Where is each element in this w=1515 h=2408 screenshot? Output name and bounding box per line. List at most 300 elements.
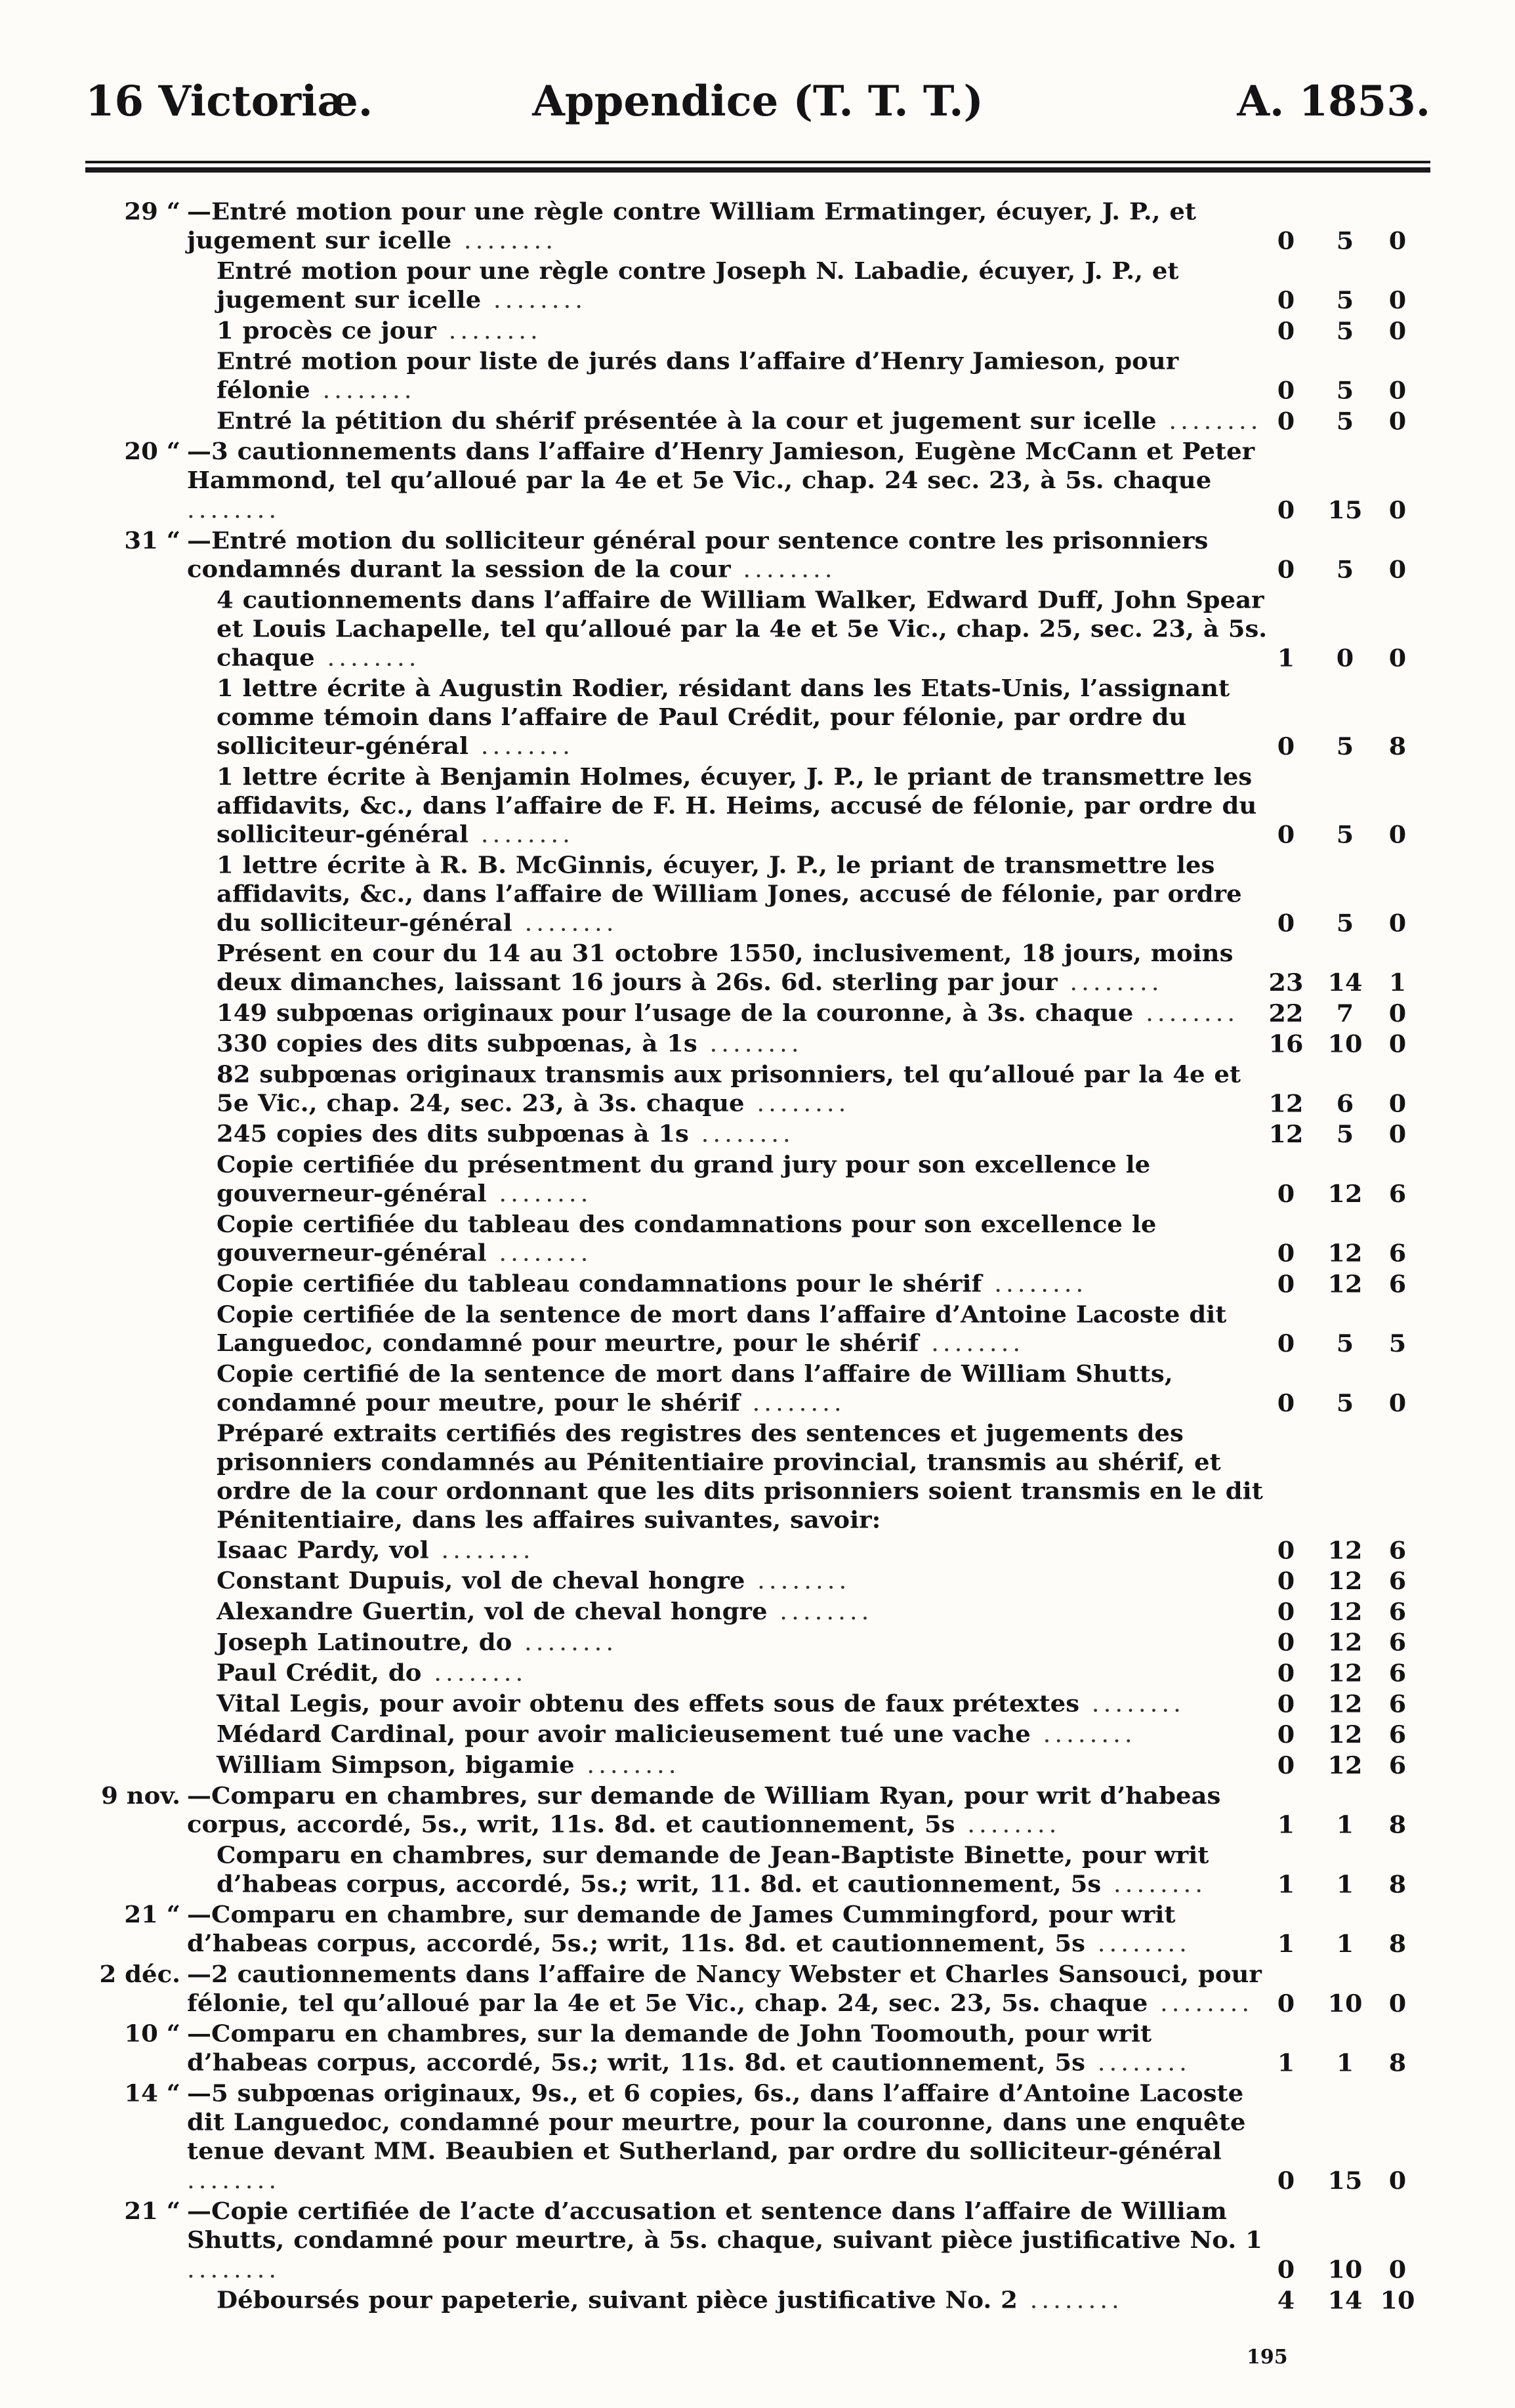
ledger-entry bbox=[0, 1597, 1476, 1627]
ledger-entry bbox=[0, 1781, 1476, 1839]
amount-shillings: 5 bbox=[1336, 908, 1354, 937]
ledger-entry bbox=[0, 346, 1476, 405]
amount-pounds: 0 bbox=[1277, 1239, 1295, 1268]
entry-text: Joseph Latinoutre, do bbox=[217, 1628, 512, 1656]
ledger-entry bbox=[0, 197, 1476, 255]
dot-leader: ........ bbox=[451, 226, 558, 254]
entry-text: Copie certifiée du tableau condamnations pour le shérif bbox=[217, 1270, 982, 1298]
entry-text: Copie certifiée du présentment du grand jury pour son excellence le gouverneur-général bbox=[217, 1150, 1151, 1207]
entry-date: 14 “ bbox=[124, 2079, 180, 2107]
amount-pence: 0 bbox=[1388, 406, 1407, 435]
header-left: 16 Victoriæ. bbox=[85, 77, 373, 126]
dot-leader: ........ bbox=[314, 644, 421, 671]
amount-pounds: 0 bbox=[1277, 1388, 1295, 1417]
dot-leader: ........ bbox=[767, 1598, 873, 1625]
entry-date: 9 nov. bbox=[101, 1781, 180, 1810]
dot-leader: ........ bbox=[512, 1629, 618, 1656]
entry-text: 330 copies des dits subpœnas, à 1s bbox=[217, 1029, 697, 1058]
entry-text: Vital Legis, pour avoir obtenu des effets sous de faux prétextes bbox=[217, 1689, 1080, 1717]
amount-pence: 0 bbox=[1388, 555, 1407, 584]
amount-pence: 6 bbox=[1388, 1689, 1407, 1718]
entry-description bbox=[187, 2019, 1276, 2077]
amount-shillings: 5 bbox=[1336, 285, 1354, 314]
amount-shillings: 12 bbox=[1327, 1535, 1363, 1564]
amount-pence: 6 bbox=[1388, 1659, 1407, 1688]
amount-pounds: 0 bbox=[1277, 732, 1295, 760]
amount-pence: 0 bbox=[1388, 643, 1407, 672]
entry-date: 21 “ bbox=[124, 1900, 180, 1928]
ledger-entry bbox=[0, 1360, 1476, 1418]
dot-leader: ........ bbox=[486, 1239, 592, 1267]
ledger-entry bbox=[0, 2197, 1476, 2285]
entry-date: 29 “ bbox=[124, 197, 180, 225]
entry-description bbox=[217, 1209, 1276, 1268]
entry-description bbox=[217, 1627, 1276, 1657]
ledger-entry bbox=[0, 1840, 1476, 1899]
entry-amount bbox=[1253, 968, 1450, 997]
amount-pounds: 0 bbox=[1277, 376, 1295, 405]
amount-shillings: 12 bbox=[1327, 1270, 1363, 1298]
entry-text: —Comparu en chambres, sur demande de William Ryan, pour writ d’habeas corpus, accordé, 5s., writ, 11s. 8d. et cautionnement, 5s bbox=[187, 1781, 1221, 1838]
entry-description bbox=[187, 437, 1276, 525]
entry-amount bbox=[1253, 2167, 1450, 2195]
entry-amount bbox=[1253, 644, 1450, 673]
ledger-entry bbox=[0, 1751, 1476, 1780]
dot-leader: ........ bbox=[745, 1567, 851, 1594]
entry-text: Isaac Pardy, vol bbox=[217, 1535, 429, 1564]
amount-pounds: 12 bbox=[1268, 1089, 1304, 1117]
entry-amount bbox=[1253, 1536, 1450, 1565]
dot-leader: ........ bbox=[1156, 407, 1262, 434]
amount-pence: 8 bbox=[1388, 1870, 1407, 1898]
dot-leader: ........ bbox=[436, 317, 542, 344]
ledger-entry bbox=[0, 316, 1476, 345]
entry-text: —Comparu en chambres, sur la demande de John Toomouth, pour writ d’habeas corpus, accordé, 5s.; writ, 11s. 8d. et cautionnement, 5s bbox=[187, 2020, 1152, 2077]
ledger-entry bbox=[0, 437, 1476, 525]
entry-amount bbox=[1253, 2286, 1450, 2315]
amount-pence: 6 bbox=[1388, 1535, 1407, 1564]
dot-leader: ........ bbox=[1017, 2287, 1123, 2314]
entry-text: Médard Cardinal, pour avoir malicieusement tué une vache bbox=[217, 1720, 1031, 1748]
entry-amount bbox=[1253, 2255, 1450, 2284]
amount-pence: 0 bbox=[1388, 1119, 1407, 1148]
ledger-entry bbox=[0, 1566, 1476, 1596]
entry-amount bbox=[1253, 1989, 1450, 2018]
ledger-entry bbox=[0, 1209, 1476, 1268]
amount-shillings: 1 bbox=[1336, 2048, 1354, 2077]
entry-amount bbox=[1253, 1329, 1450, 1358]
entry-description bbox=[187, 2197, 1276, 2285]
entry-text: 1 lettre écrite à Augustin Rodier, résidant dans les Etats-Unis, l’assignant comme témoin dans l’affaire de Paul Crédit, pour félonie, par ordre du solliciteur-général bbox=[217, 674, 1230, 760]
dot-leader: ........ bbox=[187, 496, 281, 524]
entry-text: —3 cautionnements dans l’affaire d’Henry Jamieson, Eugène McCann et Peter Hammond, tel qu’alloué par la 4e et 5e Vic., chap. 24 sec. 23, à 5s. chaque bbox=[187, 437, 1255, 494]
entry-amount bbox=[1253, 286, 1450, 315]
amount-pence: 6 bbox=[1388, 1597, 1407, 1626]
amount-pence: 1 bbox=[1388, 968, 1407, 997]
entry-description bbox=[187, 1781, 1276, 1839]
amount-shillings: 10 bbox=[1327, 1989, 1363, 2018]
amount-shillings: 5 bbox=[1336, 406, 1354, 435]
entry-description bbox=[217, 1150, 1276, 1209]
entry-description bbox=[217, 1119, 1276, 1149]
amount-pence: 0 bbox=[1388, 226, 1407, 255]
amount-pence: 8 bbox=[1388, 1810, 1407, 1839]
entry-date: 2 déc. bbox=[99, 1960, 180, 1988]
entry-amount bbox=[1253, 316, 1450, 345]
amount-shillings: 12 bbox=[1327, 1239, 1363, 1268]
dot-leader: ........ bbox=[428, 1536, 535, 1564]
entry-amount bbox=[1253, 820, 1450, 849]
ledger-entry bbox=[0, 939, 1476, 997]
entry-date: 10 “ bbox=[124, 2020, 180, 2048]
running-header bbox=[85, 66, 1430, 138]
amount-pounds: 0 bbox=[1277, 1628, 1295, 1657]
amount-shillings: 5 bbox=[1336, 820, 1354, 849]
entry-text: Alexandre Guertin, vol de cheval hongre bbox=[217, 1597, 768, 1625]
amount-pence: 6 bbox=[1388, 1179, 1407, 1208]
ledger-entry bbox=[0, 1060, 1476, 1118]
entry-amount bbox=[1253, 1720, 1450, 1749]
amount-pounds: 0 bbox=[1277, 2255, 1295, 2284]
amount-shillings: 12 bbox=[1327, 1751, 1363, 1779]
ledger-entry bbox=[0, 1300, 1476, 1358]
entry-amount bbox=[1253, 1029, 1450, 1058]
amount-pounds: 0 bbox=[1277, 316, 1295, 345]
amount-shillings: 12 bbox=[1327, 1720, 1363, 1749]
entry-text: William Simpson, bigamie bbox=[217, 1751, 575, 1779]
header-rule-thick bbox=[85, 167, 1430, 173]
amount-shillings: 6 bbox=[1336, 1089, 1354, 1117]
dot-leader: ........ bbox=[468, 732, 574, 760]
amount-shillings: 14 bbox=[1327, 2286, 1363, 2315]
amount-pounds: 0 bbox=[1277, 1535, 1295, 1564]
ledger-entry bbox=[0, 1150, 1476, 1209]
ledger-entry bbox=[0, 762, 1476, 849]
amount-shillings: 12 bbox=[1327, 1659, 1363, 1688]
entry-description bbox=[187, 1900, 1276, 1959]
entry-amount bbox=[1253, 1628, 1450, 1657]
entry-description bbox=[217, 674, 1276, 761]
entry-amount bbox=[1253, 1930, 1450, 1959]
entry-amount bbox=[1253, 1598, 1450, 1627]
header-title: Appendice (T. T. T.) bbox=[532, 77, 984, 126]
entry-text: Entré motion pour une règle contre Joseph N. Labadie, écuyer, J. P., et jugement sur icelle bbox=[217, 257, 1179, 314]
amount-pence: 0 bbox=[1388, 999, 1407, 1028]
entry-text: —Comparu en chambre, sur demande de James Cummingford, pour writ d’habeas corpus, accordé, 5s.; writ, 11s. 8d. et cautionnement, 5s bbox=[187, 1900, 1176, 1957]
dot-leader: ........ bbox=[730, 556, 837, 583]
entry-text: Copie certifié de la sentence de mort dans l’affaire de William Shutts, condamné pour meutre, pour le shérif bbox=[217, 1360, 1173, 1417]
entry-text: 1 procès ce jour bbox=[217, 316, 436, 344]
dot-leader: ........ bbox=[187, 2167, 281, 2194]
dot-leader: ........ bbox=[688, 1120, 795, 1148]
entry-amount bbox=[1253, 1239, 1450, 1268]
entry-amount bbox=[1253, 999, 1450, 1028]
amount-pence: 0 bbox=[1388, 1388, 1407, 1417]
entry-description bbox=[217, 346, 1276, 405]
dot-leader: ........ bbox=[574, 1751, 680, 1779]
amount-pence: 6 bbox=[1388, 1270, 1407, 1298]
dot-leader: ........ bbox=[468, 821, 574, 848]
ledger-entry bbox=[0, 1627, 1476, 1657]
entry-amount bbox=[1253, 1120, 1450, 1149]
amount-pence: 0 bbox=[1388, 2166, 1407, 2195]
entry-amount bbox=[1253, 1389, 1450, 1418]
entry-description bbox=[217, 1269, 1276, 1298]
ledger-entry bbox=[0, 2285, 1476, 2315]
entry-text: —Copie certifiée de l’acte d’accusation et sentence dans l’affaire de William Shutts, condamné pour meurtre, à 5s. chaque, suivant pièce justificative No. 1 bbox=[187, 2197, 1262, 2254]
entry-description bbox=[217, 1689, 1276, 1718]
entry-description bbox=[217, 406, 1276, 436]
dot-leader: ........ bbox=[1085, 2049, 1191, 2077]
amount-shillings: 12 bbox=[1327, 1628, 1363, 1657]
dot-leader: ........ bbox=[187, 2256, 281, 2283]
amount-pounds: 1 bbox=[1277, 1929, 1295, 1958]
entry-description bbox=[187, 526, 1276, 584]
ledger-entry bbox=[0, 999, 1476, 1028]
amount-pounds: 0 bbox=[1277, 908, 1295, 937]
amount-shillings: 5 bbox=[1336, 732, 1354, 760]
ledger-entry bbox=[0, 1269, 1476, 1298]
entry-amount bbox=[1253, 1270, 1450, 1298]
entry-amount bbox=[1253, 1659, 1450, 1688]
ledger-entry bbox=[0, 585, 1476, 673]
entry-text: 245 copies des dits subpœnas à 1s bbox=[217, 1119, 689, 1148]
amount-pence: 0 bbox=[1388, 316, 1407, 345]
entry-text: Copie certifiée du tableau des condamnations pour son excellence le gouverneur-général bbox=[217, 1210, 1157, 1267]
amount-pounds: 1 bbox=[1277, 2048, 1295, 2077]
entry-amount bbox=[1253, 1870, 1450, 1899]
dot-leader: ........ bbox=[744, 1089, 850, 1117]
amount-pence: 5 bbox=[1388, 1329, 1407, 1358]
dot-leader: ........ bbox=[512, 909, 618, 936]
entry-text: —2 cautionnements dans l’affaire de Nancy Webster et Charles Sansouci, pour félonie, tel qu’alloué par la 4e et 5e Vic., chap. 24, sec. 23, 5s. chaque bbox=[187, 1960, 1262, 2017]
entry-amount bbox=[1253, 1505, 1450, 1534]
entry-amount bbox=[1253, 555, 1450, 584]
amount-pounds: 0 bbox=[1277, 406, 1295, 435]
amount-shillings: 15 bbox=[1327, 2166, 1363, 2195]
entry-amount bbox=[1253, 1089, 1450, 1118]
entry-amount bbox=[1253, 1180, 1450, 1209]
amount-pence: 8 bbox=[1388, 2048, 1407, 2077]
entry-amount bbox=[1253, 2048, 1450, 2077]
ledger-entry bbox=[0, 1720, 1476, 1749]
dot-leader: ........ bbox=[421, 1659, 528, 1687]
amount-shillings: 15 bbox=[1327, 495, 1363, 524]
ledger-entry bbox=[0, 1658, 1476, 1688]
amount-pence: 10 bbox=[1380, 2286, 1415, 2315]
amount-shillings: 5 bbox=[1336, 226, 1354, 255]
entry-text: 1 lettre écrite à R. B. McGinnis, écuyer, J. P., le priant de transmettre les affidavits, &c., dans l’affaire de William Jones, accusé de félonie, par ordre du solliciteur-général bbox=[217, 851, 1242, 936]
amount-pounds: 0 bbox=[1277, 1179, 1295, 1208]
amount-shillings: 12 bbox=[1327, 1566, 1363, 1595]
entry-description bbox=[217, 585, 1276, 673]
amount-shillings: 1 bbox=[1336, 1870, 1354, 1898]
amount-pence: 0 bbox=[1388, 1989, 1407, 2018]
entry-text: Présent en cour du 14 au 31 octobre 1550, inclusivement, 18 jours, moins deux dimanches, laissant 16 jours à 26s. 6d. sterling par jour bbox=[217, 939, 1234, 996]
amount-shillings: 12 bbox=[1327, 1689, 1363, 1718]
header-rule-thin bbox=[85, 161, 1430, 163]
dot-leader: ........ bbox=[739, 1389, 846, 1417]
ledger-entry bbox=[0, 1535, 1476, 1565]
amount-shillings: 12 bbox=[1327, 1179, 1363, 1208]
entry-text: Entré la pétition du shérif présentée à la cour et jugement sur icelle bbox=[217, 406, 1157, 434]
dot-leader: ........ bbox=[919, 1329, 1025, 1357]
ledger-entry bbox=[0, 526, 1476, 584]
entry-description bbox=[217, 257, 1276, 315]
entry-description bbox=[217, 762, 1276, 849]
entry-amount bbox=[1253, 1567, 1450, 1596]
amount-pounds: 0 bbox=[1277, 1566, 1295, 1595]
entry-description bbox=[217, 1751, 1276, 1780]
entry-description bbox=[217, 1658, 1276, 1688]
entry-text: —Entré motion du solliciteur général pour sentence contre les prisonniers condamnés durant la session de la cour bbox=[187, 526, 1209, 583]
entry-amount bbox=[1253, 1690, 1450, 1718]
amount-pounds: 1 bbox=[1277, 1810, 1295, 1839]
amount-pounds: 23 bbox=[1268, 968, 1304, 997]
amount-shillings: 14 bbox=[1327, 968, 1363, 997]
entry-description bbox=[217, 1840, 1276, 1899]
amount-pounds: 0 bbox=[1277, 226, 1295, 255]
entry-date: 31 “ bbox=[124, 526, 180, 554]
entry-amount bbox=[1253, 909, 1450, 938]
amount-pence: 6 bbox=[1388, 1566, 1407, 1595]
entry-description bbox=[187, 197, 1276, 255]
amount-pence: 0 bbox=[1388, 285, 1407, 314]
entry-text: Copie certifiée de la sentence de mort dans l’affaire d’Antoine Lacoste dit Languedoc, condamné pour meurtre, pour le shérif bbox=[217, 1300, 1227, 1357]
entry-text: 82 subpœnas originaux transmis aux prisonniers, tel qu’alloué par la 4e et 5e Vic., chap. 24, sec. 23, à 3s. chaque bbox=[217, 1060, 1241, 1117]
dot-leader: ........ bbox=[955, 1811, 1061, 1838]
dot-leader: ........ bbox=[310, 377, 416, 404]
entry-description bbox=[217, 1060, 1276, 1118]
entry-text: 1 lettre écrite à Benjamin Holmes, écuyer, J. P., le priant de transmettre les affidavits, &c., dans l’affaire de F. H. Heims, accusé de félonie, par ordre du solliciteur-général bbox=[217, 762, 1257, 848]
amount-pounds: 16 bbox=[1268, 1029, 1304, 1058]
entry-text: —5 subpœnas originaux, 9s., et 6 copies, 6s., dans l’affaire d’Antoine Lacoste dit Languedoc, condamné pour meurtre, pour la couronne, dans une enquête tenue devant MM. Beaubien et Sutherland, par ordre du solliciteur-général bbox=[187, 2079, 1246, 2165]
dot-leader: ........ bbox=[1133, 999, 1239, 1027]
ledger-entry bbox=[0, 1689, 1476, 1718]
amount-pence: 0 bbox=[1388, 1089, 1407, 1117]
amount-shillings: 7 bbox=[1336, 999, 1354, 1028]
ledger-entry bbox=[0, 1960, 1476, 2018]
amount-pence: 0 bbox=[1388, 820, 1407, 849]
amount-shillings: 5 bbox=[1336, 555, 1354, 584]
amount-pence: 0 bbox=[1388, 908, 1407, 937]
amount-pounds: 0 bbox=[1277, 1720, 1295, 1749]
ledger-entry bbox=[0, 674, 1476, 761]
amount-pounds: 0 bbox=[1277, 820, 1295, 849]
entry-description bbox=[217, 939, 1276, 997]
dot-leader: ........ bbox=[1079, 1690, 1185, 1717]
amount-shillings: 0 bbox=[1336, 643, 1354, 672]
entry-text: —Entré motion pour une règle contre William Ermatinger, écuyer, J. P., et jugement sur icelle bbox=[187, 197, 1197, 254]
amount-shillings: 10 bbox=[1327, 1029, 1363, 1058]
amount-pounds: 0 bbox=[1277, 555, 1295, 584]
entry-date: 21 “ bbox=[124, 2197, 180, 2225]
ledger-rows bbox=[0, 197, 1476, 2316]
dot-leader: ........ bbox=[697, 1030, 803, 1058]
entry-description bbox=[217, 1029, 1276, 1058]
entry-description bbox=[217, 1566, 1276, 1596]
ledger-entry bbox=[0, 406, 1476, 436]
entry-amount bbox=[1253, 376, 1450, 405]
entry-description bbox=[217, 850, 1276, 938]
entry-amount bbox=[1253, 1810, 1450, 1839]
amount-pounds: 0 bbox=[1277, 495, 1295, 524]
amount-shillings: 10 bbox=[1327, 2255, 1363, 2284]
entry-text: Comparu en chambres, sur demande de Jean-Baptiste Binette, pour writ d’habeas corpus, accordé, 5s.; writ, 11. 8d. et cautionnement, 5s bbox=[217, 1841, 1209, 1898]
amount-shillings: 12 bbox=[1327, 1597, 1363, 1626]
amount-shillings: 5 bbox=[1336, 1119, 1354, 1148]
entry-description bbox=[187, 2079, 1276, 2195]
ledger-entry bbox=[0, 2019, 1476, 2077]
amount-pence: 0 bbox=[1388, 2255, 1407, 2284]
amount-pounds: 1 bbox=[1277, 1870, 1295, 1898]
ledger-entry bbox=[0, 1119, 1476, 1149]
amount-pence: 0 bbox=[1388, 376, 1407, 405]
amount-pounds: 1 bbox=[1277, 643, 1295, 672]
amount-pence: 6 bbox=[1388, 1720, 1407, 1749]
dot-leader: ........ bbox=[982, 1270, 1088, 1298]
entry-description bbox=[217, 316, 1276, 345]
amount-pence: 0 bbox=[1388, 495, 1407, 524]
entry-amount bbox=[1253, 407, 1450, 436]
entry-amount bbox=[1253, 732, 1450, 761]
amount-pounds: 0 bbox=[1277, 1689, 1295, 1718]
amount-pounds: 0 bbox=[1277, 1597, 1295, 1626]
ledger-entry bbox=[0, 2079, 1476, 2195]
ledger-entry bbox=[0, 1900, 1476, 1959]
amount-pounds: 0 bbox=[1277, 1751, 1295, 1779]
amount-pence: 0 bbox=[1388, 1029, 1407, 1058]
ledger-entry bbox=[0, 257, 1476, 315]
dot-leader: ........ bbox=[1085, 1930, 1191, 1957]
entry-description bbox=[217, 1360, 1276, 1418]
page-number: 195 bbox=[1247, 2346, 1288, 2369]
entry-text: 149 subpœnas originaux pour l’usage de la couronne, à 3s. chaque bbox=[217, 999, 1134, 1027]
amount-pence: 6 bbox=[1388, 1239, 1407, 1268]
entry-text: Préparé extraits certifiés des registres des sentences et jugements des prisonniers condamnés au Pénitentiaire provincial, transmis au shérif, et ordre de la cour ordonnant que les dits prisonniers soient transmis en le dit Pénitentiaire, dans les affaires suivantes, savoir: bbox=[217, 1419, 1263, 1534]
amount-pounds: 0 bbox=[1277, 285, 1295, 314]
amount-pounds: 12 bbox=[1268, 1119, 1304, 1148]
entry-description bbox=[217, 2285, 1276, 2315]
header-right: A. 1853. bbox=[1237, 77, 1430, 126]
entry-amount bbox=[1253, 1751, 1450, 1780]
dot-leader: ........ bbox=[1030, 1720, 1136, 1748]
entry-description bbox=[217, 1597, 1276, 1627]
entry-amount bbox=[1253, 226, 1450, 255]
entry-text: 4 cautionnements dans l’affaire de William Walker, Edward Duff, John Spear et Louis Lachapelle, tel qu’alloué par la 4e et 5e Vic., chap. 25, sec. 23, à 5s. chaque bbox=[217, 586, 1268, 671]
entry-text: Entré motion pour liste de jurés dans l’affaire d’Henry Jamieson, pour félonie bbox=[217, 347, 1179, 404]
amount-shillings: 5 bbox=[1336, 1329, 1354, 1358]
entry-description bbox=[217, 999, 1276, 1028]
amount-pence: 6 bbox=[1388, 1751, 1407, 1779]
dot-leader: ........ bbox=[1148, 1989, 1254, 2017]
amount-shillings: 5 bbox=[1336, 376, 1354, 405]
amount-pence: 8 bbox=[1388, 1929, 1407, 1958]
amount-pounds: 0 bbox=[1277, 1659, 1295, 1688]
amount-pounds: 0 bbox=[1277, 1329, 1295, 1358]
entry-date: 20 “ bbox=[124, 437, 180, 465]
entry-description bbox=[217, 1419, 1276, 1534]
dot-leader: ........ bbox=[1057, 968, 1163, 996]
amount-pounds: 0 bbox=[1277, 1989, 1295, 2018]
entry-text: Constant Dupuis, vol de cheval hongre bbox=[217, 1566, 745, 1594]
entry-text: Déboursés pour papeterie, suivant pièce justificative No. 2 bbox=[217, 2286, 1018, 2314]
entry-description bbox=[187, 1960, 1276, 2018]
amount-shillings: 5 bbox=[1336, 316, 1354, 345]
entry-amount bbox=[1253, 496, 1450, 525]
ledger-entry bbox=[0, 1029, 1476, 1058]
entry-description bbox=[217, 1720, 1276, 1749]
